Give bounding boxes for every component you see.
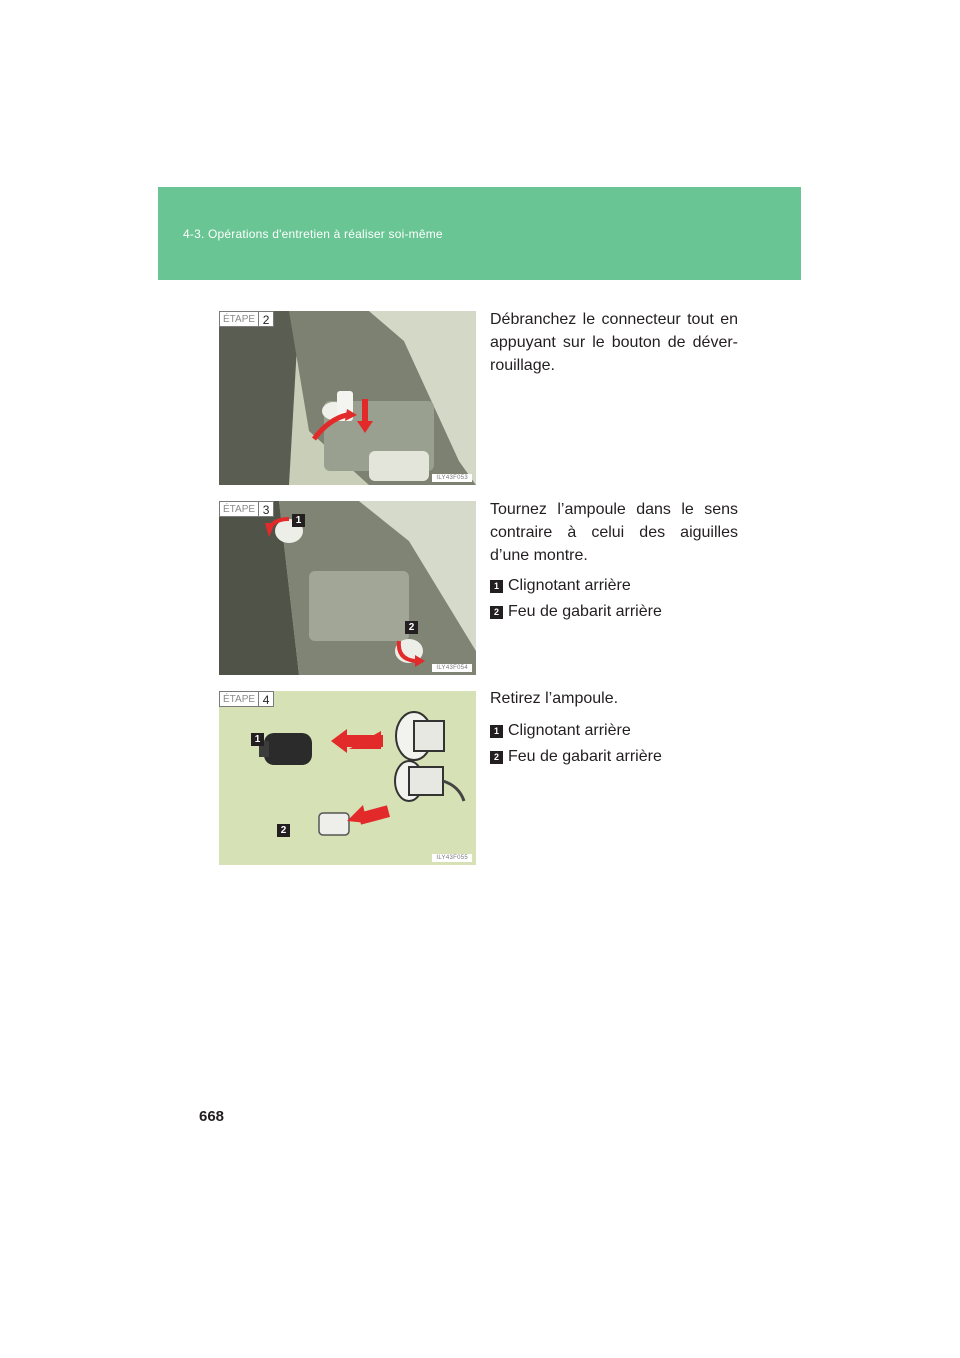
step-2-instruction: Débranchez le connecteur tout en appuyant sur le bouton de déver-rouillage. [490,311,738,374]
figure-callout: 1 [292,514,305,527]
step-4-figure [219,691,476,865]
legend-label: Feu de gabarit arrière [508,603,662,620]
legend-item [490,718,662,744]
legend-item [490,744,662,770]
step-3-figure [219,501,476,675]
step-badge [219,311,274,327]
step-badge [219,691,274,707]
legend-label: Clignotant arrière [508,577,631,594]
legend-number: 1 [490,580,503,593]
step-4-legend [490,718,662,770]
section-header-band [158,187,801,280]
step-number: 2 [258,311,274,327]
figure-callout: 2 [277,824,290,837]
figure-callout: 1 [251,733,264,746]
step-number: 4 [258,691,274,707]
step-badge [219,501,274,517]
position-lamp-bulb-shape [319,813,349,835]
step-word: ÉTAPE [219,691,258,707]
step-word: ÉTAPE [219,501,258,517]
figure-code: ILY43F053 [432,474,472,482]
legend-item [490,599,662,625]
legend-number: 2 [490,606,503,619]
page-number: 668 [199,1108,225,1125]
legend-number: 2 [490,751,503,764]
figure-code: ILY43F055 [432,854,472,862]
step-2-photo [219,311,476,485]
step-3-photo [219,501,476,675]
step-3-legend [490,573,662,625]
step-word: ÉTAPE [219,311,258,327]
legend-label: Feu de gabarit arrière [508,748,662,765]
step-4-instruction: Retirez l’ampoule. [490,690,619,707]
turn-signal-bulb-shape [264,733,312,765]
section-title: 4-3. Opérations d'entretien à réaliser soi-même [183,227,443,241]
legend-number: 1 [490,725,503,738]
step-2-figure [219,311,476,485]
figure-callout: 2 [405,621,418,634]
step-3-instruction: Tournez l’ampoule dans le sens contraire à celui des aiguilles d’une montre. [490,501,738,564]
step-number: 3 [258,501,274,517]
step-4-illustration [219,691,476,865]
figure-code: ILY43F054 [432,664,472,672]
legend-item [490,573,662,599]
legend-label: Clignotant arrière [508,722,631,739]
